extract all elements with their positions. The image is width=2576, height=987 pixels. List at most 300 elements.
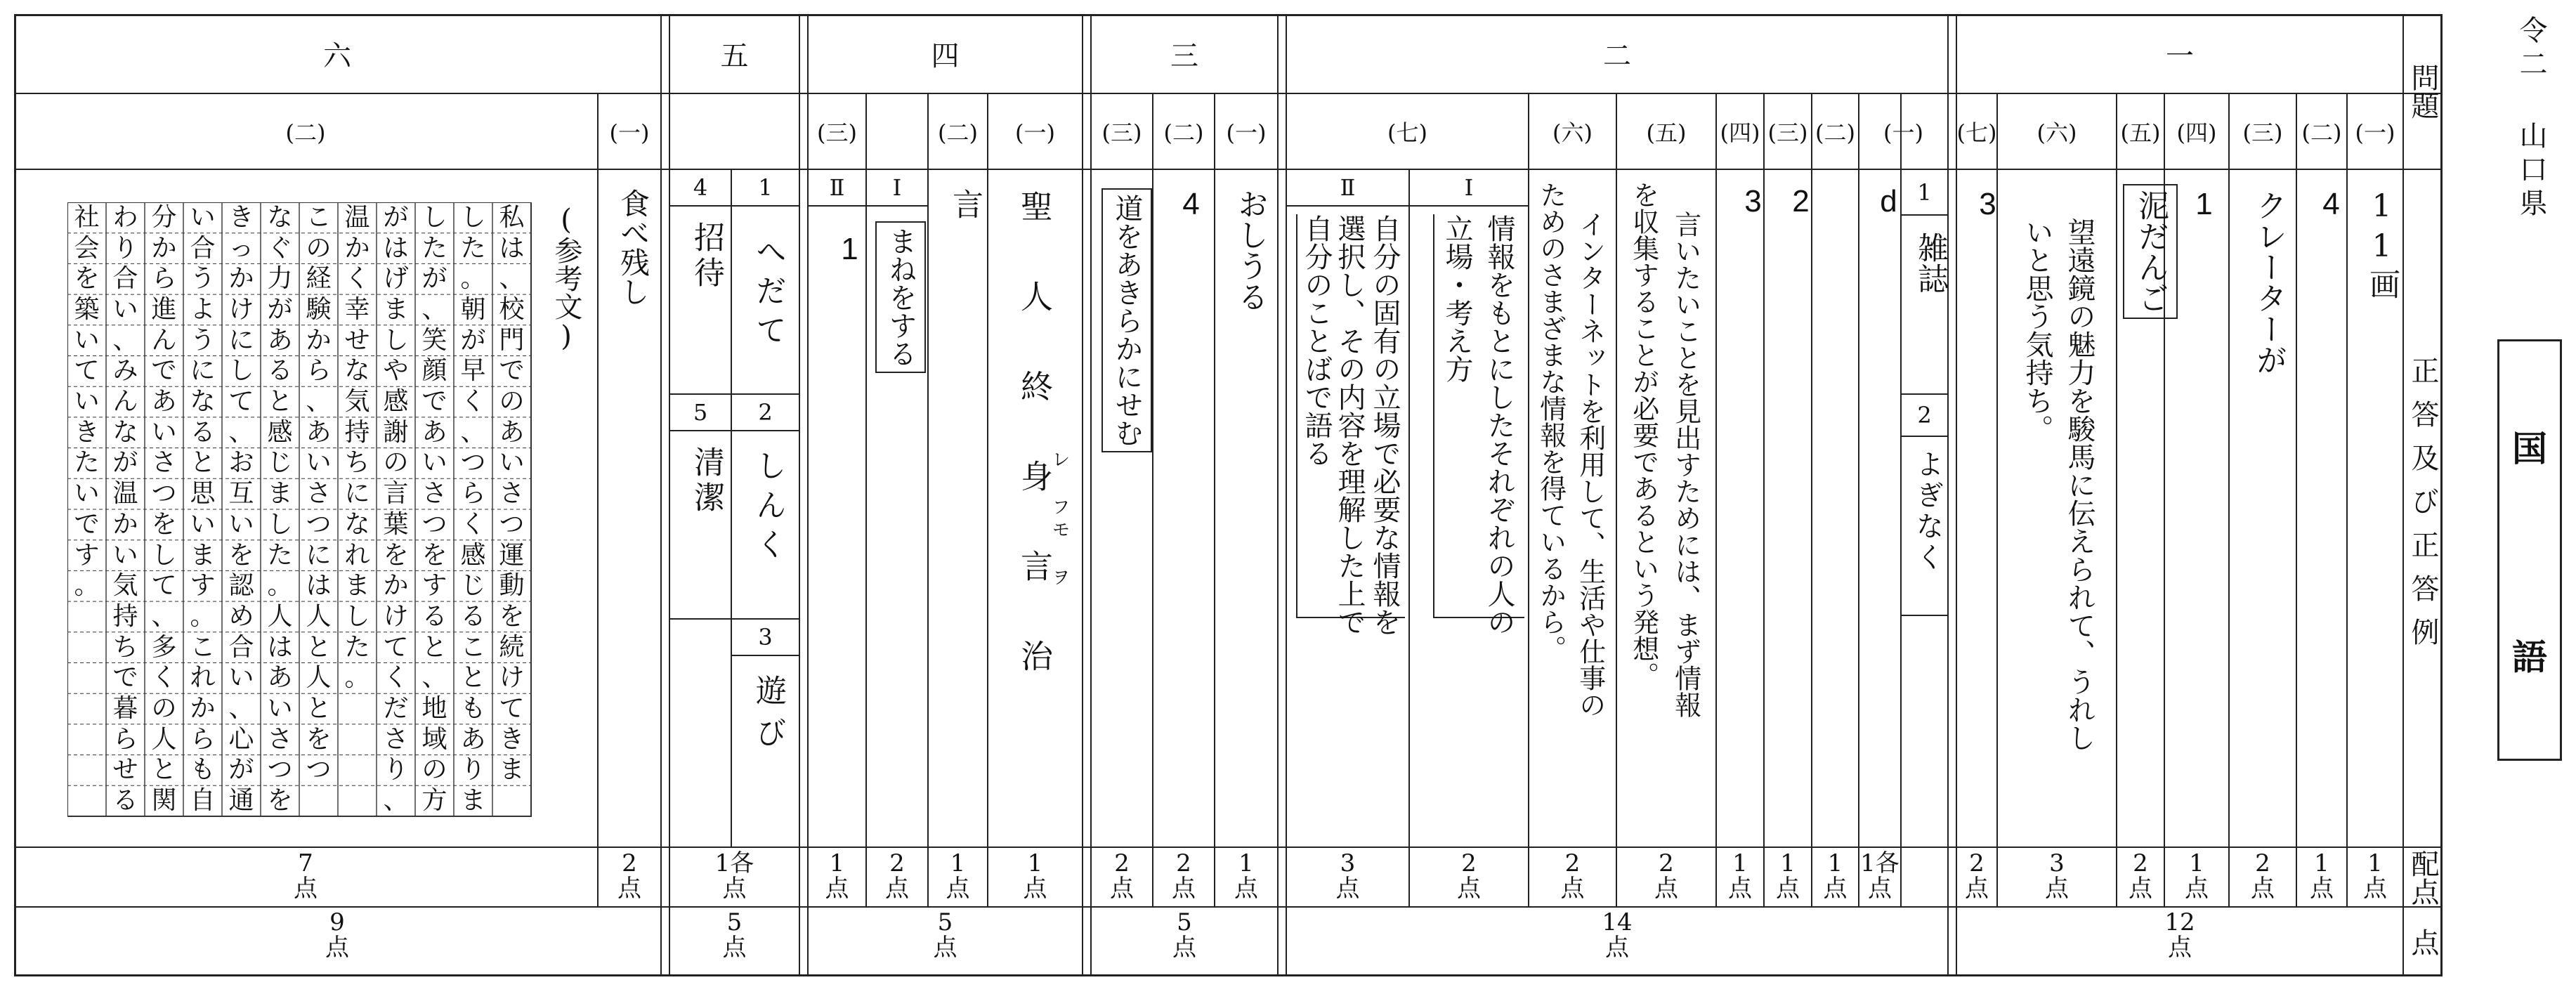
- manuscript-char: る: [460, 601, 486, 631]
- manuscript-char: 朝: [460, 294, 486, 324]
- manuscript-char: の: [151, 694, 177, 724]
- manuscript-char: が: [112, 448, 138, 478]
- manuscript-char: る: [421, 601, 447, 631]
- manuscript-char: か: [112, 509, 138, 539]
- sub-3-1: (一): [1226, 119, 1267, 146]
- manuscript-char: な: [112, 417, 138, 447]
- manuscript-char: 、: [421, 294, 447, 324]
- answer-2-7-II-line1: 自分の固有の立場で必要な情報を: [1368, 214, 1401, 636]
- answer-2-7-I-line1: 情報をもとにしたそれぞれの人の: [1483, 214, 1515, 636]
- manuscript-char: と: [460, 663, 486, 693]
- manuscript-char: や: [383, 356, 409, 386]
- manuscript-char: い: [112, 294, 138, 324]
- section-header-2: 二: [1603, 39, 1631, 72]
- section-header-6: 六: [323, 39, 351, 72]
- answer-4-3-I: まねをする: [875, 221, 926, 373]
- sub-2-5: (五): [1646, 119, 1687, 146]
- manuscript-char: す: [74, 540, 100, 570]
- manuscript-char: た: [421, 233, 447, 263]
- sub-2-2: (二): [1815, 119, 1855, 146]
- manuscript-char: ら: [151, 264, 177, 294]
- manuscript-char: ま: [499, 755, 525, 785]
- points-2-1: 1各 点: [1860, 849, 1900, 903]
- manuscript-char: が: [228, 755, 254, 785]
- manuscript-char: た: [74, 448, 100, 478]
- manuscript-char: し: [151, 540, 177, 570]
- manuscript-char: 気: [112, 571, 138, 601]
- manuscript-char: せ: [344, 325, 370, 355]
- manuscript-char: て: [151, 571, 177, 601]
- manuscript-char: 私: [499, 202, 525, 232]
- answer-2-1-a1: 雑誌: [1912, 232, 1948, 294]
- manuscript-char: 暮: [112, 694, 138, 724]
- subject-char-2: 語: [2512, 636, 2547, 678]
- manuscript-char: い: [74, 325, 100, 355]
- points-2-3: 1 点: [1776, 849, 1800, 903]
- manuscript-char: か: [306, 325, 332, 355]
- manuscript-char: げ: [383, 264, 409, 294]
- manuscript-char: 門: [499, 325, 525, 355]
- manuscript-char: 笑: [421, 325, 447, 355]
- manuscript-char: 校: [499, 294, 525, 324]
- manuscript-char: き: [499, 724, 525, 754]
- subject-char-1: 国: [2512, 427, 2547, 469]
- sub-1-5: (五): [2120, 119, 2161, 146]
- answer-2-7-II-line3: 自分のことばで語る: [1300, 214, 1333, 467]
- manuscript-char: つ: [460, 448, 486, 478]
- points-4-total: 5 点: [933, 908, 957, 962]
- manuscript-char: で: [151, 356, 177, 386]
- answer-4-3-label-I: Ⅰ: [892, 174, 902, 201]
- manuscript-char: 、: [306, 387, 332, 417]
- points-1-total: 12 点: [2164, 908, 2195, 962]
- answer-3-3: 道をあきらかにせむ: [1101, 188, 1152, 452]
- manuscript-char: あ: [306, 417, 332, 447]
- manuscript-char: い: [421, 448, 447, 478]
- points-6-1: 2 点: [617, 849, 641, 903]
- points-1-3: 2 点: [2251, 849, 2275, 903]
- manuscript-char: は: [306, 571, 332, 601]
- points-3-3: 2 点: [1110, 849, 1134, 903]
- manuscript-char: 温: [112, 479, 138, 509]
- answer-5-a1: へだて: [750, 235, 786, 353]
- manuscript-char: し: [383, 325, 409, 355]
- manuscript-char: り: [460, 755, 486, 785]
- points-4-3a: 2 点: [885, 849, 909, 903]
- manuscript-char: さ: [306, 479, 332, 509]
- answer-2-7-I-line2: 立場・考え方: [1441, 214, 1473, 383]
- manuscript-char: て: [499, 694, 525, 724]
- section-header-3: 三: [1170, 39, 1198, 72]
- manuscript-char: 力: [267, 264, 293, 294]
- manuscript-char: 地: [421, 694, 447, 724]
- manuscript-char: を: [306, 724, 332, 754]
- manuscript-char: つ: [306, 755, 332, 785]
- manuscript-char: で: [74, 509, 100, 539]
- manuscript-char: も: [460, 694, 486, 724]
- manuscript-char: し: [267, 509, 293, 539]
- manuscript-char: か: [228, 264, 254, 294]
- manuscript-char: で: [112, 663, 138, 693]
- manuscript-char: あ: [151, 387, 177, 417]
- manuscript-char: て: [228, 387, 254, 417]
- manuscript-char: し: [228, 356, 254, 386]
- manuscript-char: う: [190, 264, 216, 294]
- manuscript-char: ら: [190, 724, 216, 754]
- manuscript-char: が: [267, 294, 293, 324]
- sub-2-6: (六): [1552, 119, 1593, 146]
- manuscript-char: ん: [151, 325, 177, 355]
- answer-3-1: おしうる: [1232, 188, 1268, 312]
- manuscript-char: い: [228, 509, 254, 539]
- manuscript-char: さ: [151, 448, 177, 478]
- sub-2-4: (四): [1720, 119, 1760, 146]
- manuscript-char: は: [499, 233, 525, 263]
- answer-2-6-line1: インターネットを利用して、生活や仕事の: [1574, 211, 1606, 718]
- answer-4-1-kunten: レ フモ ヲ: [1049, 450, 1070, 590]
- points-1-1: 1 点: [2363, 849, 2387, 903]
- answer-1-4: 1: [2187, 187, 2221, 221]
- manuscript-char: を: [151, 509, 177, 539]
- answer-2-5-line2: を収集することが必要であるという発想。: [1628, 181, 1659, 688]
- answer-2-4: 3: [1736, 184, 1770, 218]
- sub-1-7: (七): [1956, 119, 1997, 146]
- manuscript-char: あ: [460, 724, 486, 754]
- answer-2-6-line2: ためのさまざまな情報を得ているから。: [1535, 181, 1567, 662]
- points-1-6: 3 点: [2045, 849, 2069, 903]
- sub-2-1: (一): [1883, 119, 1923, 146]
- manuscript-char: と: [306, 632, 332, 662]
- manuscript-char: 多: [151, 632, 177, 662]
- section-header-1: 一: [2166, 39, 2194, 72]
- manuscript-char: み: [112, 356, 138, 386]
- points-3-2: 2 点: [1172, 849, 1196, 903]
- manuscript-char: と: [306, 694, 332, 724]
- manuscript-char: の: [421, 755, 447, 785]
- manuscript-char: せ: [112, 755, 138, 785]
- manuscript-char: き: [74, 417, 100, 447]
- manuscript-char: の: [306, 233, 332, 263]
- manuscript-char: つ: [499, 509, 525, 539]
- manuscript-char: 人: [151, 724, 177, 754]
- manuscript-char: つ: [151, 479, 177, 509]
- answer-2-3: 2: [1784, 184, 1818, 218]
- manuscript-char: く: [460, 509, 486, 539]
- manuscript-char: の: [499, 387, 525, 417]
- manuscript-char: こ: [190, 632, 216, 662]
- answer-1-5: 泥だんご: [2123, 184, 2178, 319]
- answer-1-6-line2: いと思う気持ち。: [2021, 218, 2053, 443]
- manuscript-char: 域: [421, 724, 447, 754]
- answer-6-2-title: (参考文): [550, 204, 582, 353]
- manuscript-char: く: [383, 663, 409, 693]
- sub-2-3: (三): [1767, 119, 1808, 146]
- manuscript-char: な: [267, 202, 293, 232]
- manuscript-char: り: [383, 755, 409, 785]
- answer-1-7: 3: [1970, 187, 2005, 221]
- points-1-2: 1 点: [2310, 849, 2334, 903]
- seitou-label: 正答及び正答例: [2407, 355, 2439, 661]
- sub-4-3: (三): [817, 119, 857, 146]
- manuscript-char: 合: [112, 264, 138, 294]
- manuscript-char: 経: [306, 264, 332, 294]
- manuscript-char: 自: [190, 786, 216, 816]
- answer-2-5-line1: 言いたいことを見出すためには、まず情報: [1670, 211, 1701, 718]
- answer-4-2: 言: [947, 188, 983, 219]
- manuscript-char: を: [383, 540, 409, 570]
- manuscript-char: い: [190, 509, 216, 539]
- manuscript-char: 互: [228, 479, 254, 509]
- points-4-1: 1 点: [1023, 849, 1047, 903]
- manuscript-char: け: [499, 663, 525, 693]
- answer-2-7-II-line2: 選択し、その内容を理解した上で: [1333, 214, 1366, 636]
- sub-2-7: (七): [1387, 119, 1427, 146]
- answer-4-3-II: 1: [832, 232, 867, 266]
- manuscript-char: め: [228, 601, 254, 631]
- manuscript-char: と: [151, 755, 177, 785]
- manuscript-char: つ: [306, 509, 332, 539]
- sub-4-2: (二): [938, 119, 978, 146]
- manuscript-char: い: [306, 448, 332, 478]
- manuscript-char: し: [460, 202, 486, 232]
- sub-3-2: (二): [1163, 119, 1204, 146]
- points-2-7b: 3 点: [1335, 849, 1360, 903]
- answer-2-1-num2: 2: [1917, 402, 1932, 429]
- manuscript-char: あ: [499, 417, 525, 447]
- manuscript-char: れ: [190, 663, 216, 693]
- manuscript-char: 通: [228, 786, 254, 816]
- manuscript-char: も: [190, 755, 216, 785]
- manuscript-char: 謝: [383, 417, 409, 447]
- manuscript-char: に: [344, 479, 370, 509]
- prefecture-label: 令二 山口県: [2515, 15, 2547, 222]
- manuscript-char: 人: [306, 663, 332, 693]
- manuscript-char: は: [267, 632, 293, 662]
- manuscript-char: 思: [190, 479, 216, 509]
- manuscript-char: あ: [267, 663, 293, 693]
- manuscript-char: た: [460, 233, 486, 263]
- section-header-4: 四: [931, 39, 960, 72]
- subject-box: [2497, 339, 2562, 761]
- manuscript-char: 続: [499, 632, 525, 662]
- manuscript-char: と: [267, 387, 293, 417]
- manuscript-char: か: [383, 571, 409, 601]
- manuscript-char: け: [228, 294, 254, 324]
- manuscript-char: 心: [228, 724, 254, 754]
- manuscript-char: か: [344, 233, 370, 263]
- manuscript-char: 温: [344, 202, 370, 232]
- manuscript-char: つ: [421, 509, 447, 539]
- manuscript-char: を: [228, 540, 254, 570]
- manuscript-char: ま: [344, 571, 370, 601]
- sub-1-3: (三): [2242, 119, 2283, 146]
- manuscript-char: い: [151, 417, 177, 447]
- answer-5-num1: 1: [758, 174, 773, 201]
- answer-1-3: クレーターが: [2251, 190, 2287, 375]
- manuscript-char: く: [344, 264, 370, 294]
- answer-5-num5: 5: [693, 399, 708, 426]
- manuscript-char: ん: [112, 387, 138, 417]
- manuscript-char: お: [228, 448, 254, 478]
- points-6-total: 9 点: [325, 908, 349, 962]
- answer-1-1: 11画: [2364, 188, 2400, 303]
- manuscript-char: し: [344, 601, 370, 631]
- manuscript-char: す: [421, 571, 447, 601]
- answer-1-6-line1: 望遠鏡の魅力を駿馬に伝えられて、うれし: [2063, 218, 2096, 752]
- manuscript-char: す: [190, 571, 216, 601]
- sub-1-2: (二): [2301, 119, 2342, 146]
- manuscript-char: が: [383, 202, 409, 232]
- sub-6-2: (二): [285, 119, 326, 146]
- sub-1-1: (一): [2355, 119, 2395, 146]
- manuscript-char: じ: [460, 571, 486, 601]
- manuscript-char: 分: [151, 202, 177, 232]
- manuscript-char: を: [74, 264, 100, 294]
- manuscript-char: 築: [74, 294, 100, 324]
- manuscript-char: あ: [421, 417, 447, 447]
- manuscript-char: よ: [190, 294, 216, 324]
- points-4-3b: 1 点: [825, 849, 849, 903]
- manuscript-char: 社: [74, 202, 100, 232]
- manuscript-char: 、: [460, 417, 486, 447]
- manuscript-char: い: [267, 694, 293, 724]
- manuscript-char: 人: [306, 601, 332, 631]
- manuscript-char: る: [190, 417, 216, 447]
- manuscript-char: 。: [267, 571, 293, 601]
- manuscript-char: き: [228, 202, 254, 232]
- manuscript-char: じ: [267, 448, 293, 478]
- manuscript-char: つ: [267, 755, 293, 785]
- sub-1-6: (六): [2036, 119, 2077, 146]
- points-2-5: 2 点: [1654, 849, 1678, 903]
- points-1-4: 1 点: [2185, 849, 2209, 903]
- manuscript-char: く: [460, 387, 486, 417]
- manuscript-char: い: [74, 479, 100, 509]
- manuscript-char: こ: [460, 632, 486, 662]
- answer-5-a5: 清潔: [688, 446, 724, 516]
- manuscript-char: ち: [112, 632, 138, 662]
- manuscript-char: が: [460, 325, 486, 355]
- manuscript-char: 。: [190, 601, 216, 631]
- manuscript-char: い: [112, 540, 138, 570]
- manuscript-char: で: [421, 387, 447, 417]
- manuscript-char: け: [383, 601, 409, 631]
- answer-2-1-a2: よぎなく: [1911, 450, 1944, 573]
- manuscript-char: 、: [421, 663, 447, 693]
- manuscript-char: ら: [306, 356, 332, 386]
- manuscript-char: こ: [306, 202, 332, 232]
- answer-5-a4: 招待: [688, 221, 724, 292]
- manuscript-char: ぐ: [267, 233, 293, 263]
- manuscript-char: か: [190, 694, 216, 724]
- section-header-5: 五: [720, 39, 749, 72]
- manuscript-char: ち: [344, 448, 370, 478]
- points-3-total: 5 点: [1172, 908, 1196, 962]
- answer-2-7-label-II: Ⅱ: [1340, 174, 1356, 201]
- manuscript-char: 進: [151, 294, 177, 324]
- manuscript-char: で: [499, 356, 525, 386]
- points-5-total: 5 点: [722, 908, 747, 962]
- manuscript-char: さ: [499, 479, 525, 509]
- answer-5-num2: 2: [758, 399, 773, 426]
- manuscript-char: 気: [344, 387, 370, 417]
- manuscript-char: は: [383, 233, 409, 263]
- manuscript-char: さ: [267, 724, 293, 754]
- manuscript-char: 、: [383, 786, 409, 816]
- manuscript-char: 。: [460, 264, 486, 294]
- answer-1-2: 4: [2314, 187, 2348, 221]
- answer-2-2: d: [1871, 184, 1906, 218]
- manuscript-char: っ: [228, 233, 254, 263]
- manuscript-char: 運: [499, 540, 525, 570]
- manuscript-char: り: [112, 233, 138, 263]
- answer-5-a2: しんく: [750, 450, 786, 568]
- manuscript-char: し: [421, 202, 447, 232]
- points-2-total: 14 点: [1602, 908, 1633, 962]
- answer-2-1-num1: 1: [1917, 178, 1932, 206]
- points-3-1: 1 点: [1234, 849, 1258, 903]
- manuscript-char: ま: [383, 294, 409, 324]
- manuscript-char: が: [421, 264, 447, 294]
- points-2-6: 2 点: [1560, 849, 1585, 903]
- manuscript-char: さ: [383, 724, 409, 754]
- manuscript-char: 合: [228, 632, 254, 662]
- manuscript-char: 葉: [383, 509, 409, 539]
- manuscript-char: 持: [112, 601, 138, 631]
- manuscript-char: い: [228, 663, 254, 693]
- manuscript-char: 動: [499, 571, 525, 601]
- manuscript-char: 顔: [421, 356, 447, 386]
- manuscript-char: に: [228, 325, 254, 355]
- sub-4-1: (一): [1015, 119, 1055, 146]
- manuscript-char: れ: [344, 540, 370, 570]
- answer-4-3-label-II: Ⅱ: [829, 174, 845, 201]
- manuscript-char: い: [74, 387, 100, 417]
- points-2-4: 1 点: [1728, 849, 1752, 903]
- answer-5-a3: 遊び: [750, 674, 786, 759]
- manuscript-char: 言: [383, 479, 409, 509]
- manuscript-char: と: [190, 448, 216, 478]
- manuscript-char: を: [499, 601, 525, 631]
- manuscript-char: 。: [74, 571, 100, 601]
- answer-5-num3: 3: [758, 624, 773, 651]
- manuscript-char: 持: [344, 417, 370, 447]
- manuscript-char: 感: [383, 387, 409, 417]
- mondai-label: 問題: [2407, 63, 2439, 119]
- points-1-5: 2 点: [2129, 849, 2152, 903]
- manuscript-char: 幸: [344, 294, 370, 324]
- sub-6-1: (一): [609, 119, 650, 146]
- manuscript-char: 。: [344, 663, 370, 693]
- points-2-7a: 2 点: [1457, 849, 1481, 903]
- manuscript-char: 、: [228, 694, 254, 724]
- manuscript-char: 、: [112, 325, 138, 355]
- manuscript-char: ま: [190, 540, 216, 570]
- points-4-2: 1 点: [946, 849, 970, 903]
- manuscript-char: い: [499, 448, 525, 478]
- manuscript-char: ま: [267, 479, 293, 509]
- manuscript-char: な: [344, 356, 370, 386]
- answer-4-1-kanbun: 聖 人 終 身 言 治: [1016, 190, 1054, 681]
- manuscript-char: 、: [228, 417, 254, 447]
- manuscript-char: 感: [460, 540, 486, 570]
- haiten-label: 配点: [2407, 849, 2439, 906]
- points-1-7: 2 点: [1965, 849, 1989, 903]
- ten-label: 点: [2407, 928, 2439, 956]
- manuscript-char: あ: [267, 325, 293, 355]
- manuscript-char: る: [112, 786, 138, 816]
- manuscript-char: 早: [460, 356, 486, 386]
